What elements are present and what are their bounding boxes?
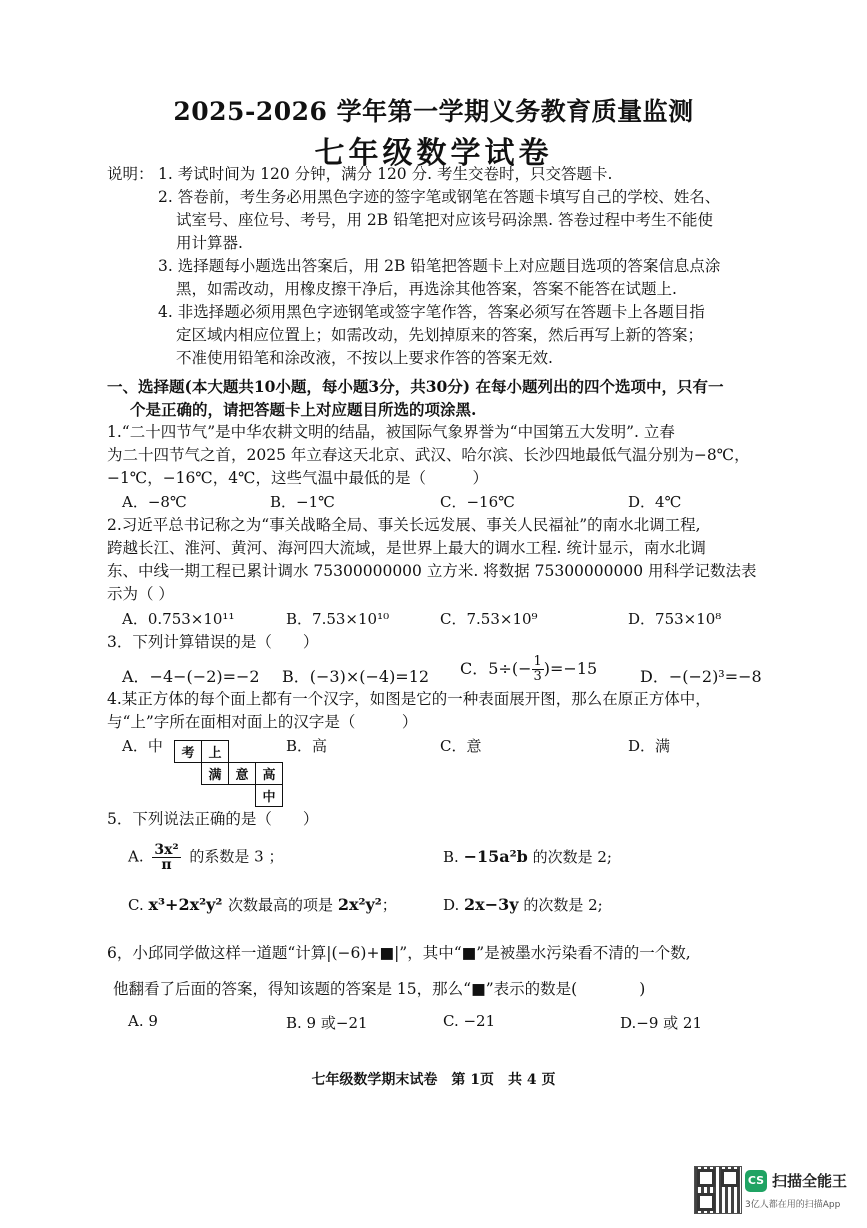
net-cell: 意 xyxy=(229,763,256,785)
option-d: D．−(−2)³=−8 xyxy=(640,667,762,686)
question-text: 示为（ ） xyxy=(107,585,174,603)
option-d: D．满 xyxy=(628,737,671,755)
option-b xyxy=(443,846,612,867)
instruction-line: 2. 答卷前，考生务必用黑色字迹的签字笔或钢笔在答题卡填写自己的学校、姓名、 xyxy=(158,188,721,206)
net-empty xyxy=(175,763,202,785)
question-text: 与“上”字所在面相对面上的汉字是（ ） xyxy=(107,713,418,731)
option-c xyxy=(128,894,397,915)
option-d-label: D. xyxy=(443,896,460,914)
option-a: A．−4−(−2)=−2 xyxy=(122,667,260,686)
fraction xyxy=(152,843,180,872)
option-b: B．−1℃ xyxy=(270,493,335,511)
watermark-app-name: 扫描全能王 xyxy=(772,1172,848,1190)
instruction-line: 定区域内相应位置上；如需改动，先划掉原来的答案，然后再写上新的答案； xyxy=(176,326,704,344)
option-b-math: −15a²b xyxy=(463,847,528,866)
question-text: 5．下列说法正确的是（ ） xyxy=(107,810,319,828)
option-d: D．753×10⁸ xyxy=(628,610,722,628)
question-text: 跨越长江、淮河、黄河、海河四大流域，是世界上最大的调水工程. 统计显示，南水北调 xyxy=(107,539,706,557)
option-c-math2: 2x²y² xyxy=(337,895,382,914)
section-heading-cont: 个是正确的，请把答题卡上对应题目所选的项涂黑. xyxy=(130,400,477,419)
option-d-math: 2x−3y xyxy=(464,895,519,914)
option-a xyxy=(128,843,284,872)
option-b: B．(−3)×(−4)=12 xyxy=(282,667,430,686)
option-b-label: B. xyxy=(443,848,459,866)
net-cell: 满 xyxy=(202,763,229,785)
page-footer: 七年级数学期末试卷 第 1页 共 4 页 xyxy=(311,1072,556,1088)
question-text: 4.某正方体的每个面上都有一个汉字，如图是它的一种表面展开图，那么在原正方体中， xyxy=(107,690,711,708)
option-c: C．−16℃ xyxy=(440,493,515,511)
instruction-line: 3. 选择题每小题选出答案后，用 2B 铅笔把答题卡上对应题目选项的答案信息点涂 xyxy=(158,257,721,275)
option-c: C．7.53×10⁹ xyxy=(440,610,538,628)
instruction-line: 试室号、座位号、考号，用 2B 铅笔把对应该号码涂黑. 答卷过程中考生不能使 xyxy=(176,211,713,229)
option-a: A. 9 xyxy=(128,1012,158,1030)
option-c: C. −21 xyxy=(443,1012,496,1030)
option-c-post: )=−15 xyxy=(543,659,598,678)
net-cell: 考 xyxy=(175,741,202,763)
option-d: D.−9 或 21 xyxy=(620,1014,702,1032)
option-a: A．−8℃ xyxy=(122,493,187,511)
exam-subtitle: 七年级数学试卷 xyxy=(314,136,553,171)
option-b: B．7.53×10¹⁰ xyxy=(286,610,390,628)
camscanner-logo-icon: CS xyxy=(745,1170,767,1192)
option-a: A．中 xyxy=(122,737,163,755)
qr-code-icon xyxy=(694,1166,742,1214)
question-text: −1℃，−16℃，4℃，这些气温中最低的是（ ） xyxy=(107,469,488,487)
question-text: 3．下列计算错误的是（ ） xyxy=(107,633,319,651)
question-text: 他翻看了后面的答案，得知该题的答案是 15，那么“■”表示的数是( ) xyxy=(113,980,646,998)
option-c: C．意 xyxy=(440,737,482,755)
watermark-tagline: 3亿人都在用的扫描App xyxy=(745,1200,841,1210)
option-c xyxy=(460,655,597,684)
fraction-denominator: π xyxy=(161,857,172,873)
fraction-numerator: 1 xyxy=(533,654,542,669)
net-cell: 上 xyxy=(202,741,229,763)
instruction-line: 4. 非选择题必须用黑色字迹钢笔或签字笔作答，答案必须写在答题卡上各题目指 xyxy=(158,303,705,321)
net-empty xyxy=(229,785,256,807)
option-b-text: 的次数是 2; xyxy=(532,848,612,866)
instruction-line: 用计算器. xyxy=(176,234,243,252)
net-empty xyxy=(202,785,229,807)
fraction xyxy=(532,655,544,684)
option-c-label: C．5÷ xyxy=(460,659,512,678)
cube-net-diagram xyxy=(174,740,283,807)
question-text: 6，小邱同学做这样一道题“计算|(−6)+■|”，其中“■”是被墨水污染看不清的一个数, xyxy=(107,944,691,962)
option-c-pre: (− xyxy=(511,659,532,678)
net-empty xyxy=(175,785,202,807)
net-empty xyxy=(256,741,283,763)
question-text: 为二十四节气之首，2025 年立春这天北京、武汉、哈尔滨、长沙四地最低气温分别为−8℃， xyxy=(107,446,750,464)
instruction-line: 黑，如需改动，用橡皮擦干净后，再选涂其他答案，答案不能答在试题上. xyxy=(176,280,677,298)
option-a-label: A. xyxy=(128,847,144,866)
option-d xyxy=(443,894,603,915)
option-c-end: ； xyxy=(381,896,397,914)
net-empty xyxy=(229,741,256,763)
exam-header-title: 2025-2026 学年第一学期义务教育质量监测 xyxy=(173,97,694,126)
question-text: 2.习近平总书记称之为“事关战略全局、事关长远发展、事关人民福祉”的南水北调工程, xyxy=(107,516,701,534)
fraction-denominator: 3 xyxy=(533,669,542,684)
fraction-numerator: 3x² xyxy=(154,842,179,858)
instructions-label: 说明： xyxy=(107,165,154,183)
question-text: 1.“二十四节气”是中华农耕文明的结晶，被国际气象界誉为“中国第五大发明”. 立春 xyxy=(107,423,675,441)
option-a: A．0.753×10¹¹ xyxy=(122,610,235,628)
instruction-line: 不准使用铅笔和涂改液，不按以上要求作答的答案无效. xyxy=(176,349,553,367)
option-c-math: x³+2x²y² xyxy=(148,895,229,914)
section-heading: 一、选择题(本大题共10小题，每小题3分，共30分) 在每小题列出的四个选项中，只有一 xyxy=(107,377,724,396)
question-text: 东、中线一期工程已累计调水 75300000000 立方米. 将数据 75300000000 用科学记数法表 xyxy=(107,562,757,580)
option-d-text: 的次数是 2; xyxy=(523,896,603,914)
option-c-label: C. xyxy=(128,896,144,914)
net-cell: 高 xyxy=(256,763,283,785)
option-b: B．高 xyxy=(286,737,328,755)
net-cell: 中 xyxy=(256,785,283,807)
instruction-line: 1. 考试时间为 120 分钟，满分 120 分. 考生交卷时，只交答题卡. xyxy=(158,165,613,183)
option-d: D．4℃ xyxy=(628,493,682,511)
option-c-text: 次数最高的项是 xyxy=(228,896,334,914)
option-a-text: 的系数是 3 ； xyxy=(189,847,284,866)
option-b: B. 9 或−21 xyxy=(286,1014,368,1032)
